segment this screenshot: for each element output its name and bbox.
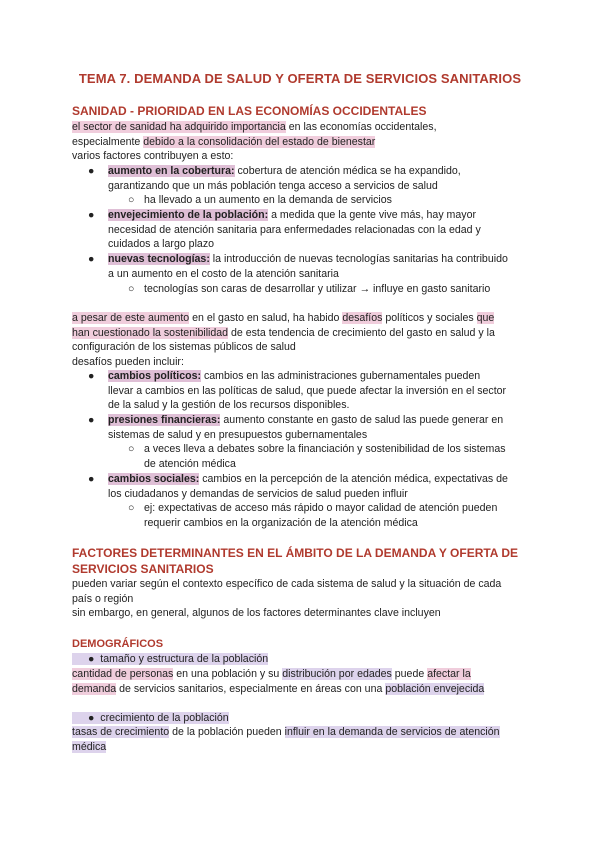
highlight-text: demanda (72, 682, 117, 695)
list-item-label: cambios sociales: (108, 473, 200, 485)
text-run: ha llevado a un aumento en la demanda de servicios (144, 194, 392, 206)
highlight-text: debido a la consolidación del estado de bienestar (143, 135, 376, 148)
highlight-bullet-row (72, 712, 229, 724)
text-run: pueden variar según el contexto específico de cada sistema de salud y la situación de cada (72, 578, 502, 590)
text-run: garantizando que un más población tenga acceso a servicios de salud (108, 179, 438, 192)
text-run: de la salud y la gestión de los recursos disponibles. (108, 399, 350, 412)
text-run: la introducción de nuevas tecnologías sanitarias ha contribuido (209, 253, 508, 265)
bullet-icon: ● (88, 414, 95, 426)
text-run: requerir cambios en la organización de la atención médica (144, 516, 418, 529)
text-run: ej: expectativas de acceso más rápido o mayor calidad de atención pueden (144, 502, 498, 514)
text-run: sin embargo, en general, algunos de los factores determinantes clave incluyen (72, 607, 441, 620)
highlight-text: que (476, 312, 495, 324)
highlight-text: desafíos (342, 312, 383, 324)
list-item-crecimiento-poblacion (72, 711, 532, 726)
highlight-text: población envejecida (385, 682, 485, 695)
text-run: llevar a cambios en las políticas de salud, que puede afectar la inversión en el sector (108, 384, 507, 397)
text-run: cambios en la percepción de la atención médica, expectativas de (199, 473, 508, 485)
heading-line: FACTORES DETERMINANTES EN EL ÁMBITO DE LA DEMANDA Y OFERTA DE (72, 546, 519, 560)
text-run: aumento constante en gasto de salud las puede generar en (220, 414, 504, 426)
list-item-label: cambios políticos: (108, 370, 202, 382)
highlight-text: afectar la (427, 668, 471, 680)
sub-list-item (128, 193, 518, 208)
highlight-text: han cuestionado la sostenibilidad (72, 326, 229, 339)
sub-list-item (128, 442, 518, 471)
text-run: desafíos pueden incluir: (72, 355, 184, 368)
highlight-text: médica (72, 740, 107, 753)
text-run: país o región (72, 592, 134, 605)
text-run: a un aumento en el costo de la atención sanitaria (108, 267, 339, 280)
text-run: los ciudadanos y demandas de servicios de salud pueden influir (108, 487, 408, 500)
sub-list-item (128, 501, 518, 530)
bullet-icon: ● (88, 653, 95, 665)
paragraph-intro (72, 120, 532, 164)
heading-line: SERVICIOS SANITARIOS (72, 561, 214, 576)
text-run: tecnologías son caras de desarrollar y utilizar → influye en gasto sanitario (144, 283, 491, 295)
text-run: de servicios sanitarios, especialmente en áreas con una (116, 682, 386, 695)
text-run: varios factores contribuyen a esto: (72, 150, 234, 163)
text-run: políticos y sociales (382, 312, 477, 324)
list-item-tamano-poblacion (72, 652, 532, 667)
text-run: a veces lleva a debates sobre la financiación y sostenibilidad de los sistemas (144, 443, 506, 455)
text-run: de esta tendencia de crecimiento del gasto en salud y la (228, 326, 495, 339)
text-run: puede (391, 668, 428, 680)
highlight-text: a pesar de este aumento (72, 312, 190, 324)
list-item-label: envejecimiento de la población: (108, 209, 269, 221)
text-run: sistemas de salud y en presupuestos gubernamentales (108, 428, 368, 441)
list-item-label: presiones financieras: (108, 414, 221, 426)
text-run: especialmente (72, 135, 144, 148)
list-item-presiones-financieras (88, 413, 518, 442)
text-run: en el gasto en salud, ha habido (189, 312, 343, 324)
text-run: de la población pueden (169, 726, 285, 738)
circle-bullet-icon: ○ (128, 194, 135, 206)
text-run: a medida que la gente vive más, hay mayor (268, 209, 476, 221)
paragraph-tamano (72, 667, 532, 696)
paragraph-desafios (72, 311, 532, 369)
bullet-icon: ● (88, 209, 95, 221)
highlight-text: influir en la demanda de servicios de atención (284, 726, 500, 738)
document-title: TEMA 7. DEMANDA DE SALUD Y OFERTA DE SERVICIOS SANITARIOS (78, 71, 522, 86)
highlight-text: cantidad de personas (72, 668, 174, 680)
highlight-bullet-row (72, 653, 268, 665)
text-run: crecimiento de la población (100, 712, 229, 724)
circle-bullet-icon: ○ (128, 283, 135, 295)
text-run: cuidados a largo plazo (108, 238, 215, 251)
section-heading-factores (72, 546, 542, 577)
list-item-envejecimiento (88, 208, 518, 252)
highlight-text: el sector de sanidad ha adquirido importancia (72, 121, 286, 133)
list-item-cambios-politicos (88, 369, 518, 413)
circle-bullet-icon: ○ (128, 502, 135, 514)
bullet-icon: ● (88, 165, 95, 177)
bullet-icon: ● (88, 712, 95, 724)
circle-bullet-icon: ○ (128, 443, 135, 455)
text-run: cobertura de atención médica se ha expandido, (234, 165, 461, 177)
section-heading-sanidad: SANIDAD - PRIORIDAD EN LAS ECONOMÍAS OCCIDENTALES (72, 104, 427, 118)
subsection-heading-demograficos: DEMOGRÁFICOS (72, 638, 164, 650)
paragraph-crecimiento (72, 725, 532, 754)
list-item-tecnologias (88, 252, 518, 281)
list-item-label: aumento en la cobertura: (108, 165, 235, 177)
bullet-icon: ● (88, 473, 95, 485)
list-item-cobertura (88, 164, 518, 193)
text-run: cambios en las administraciones gubernamentales pueden (201, 370, 481, 382)
paragraph-factores (72, 577, 532, 621)
highlight-text: distribución por edades (282, 668, 392, 680)
list-item-label: nuevas tecnologías: (108, 253, 210, 265)
sub-list-item (128, 282, 518, 297)
bullet-icon: ● (88, 370, 95, 382)
bullet-icon: ● (88, 253, 95, 265)
text-run: necesidad de atención sanitaria para enfermedades relacionadas con la edad y (108, 223, 481, 236)
text-run: configuración de los sistemas públicos de salud (72, 341, 296, 354)
highlight-text: tasas de crecimiento (72, 726, 170, 738)
list-item-cambios-sociales (88, 472, 518, 501)
text-run: en una población y su (173, 668, 283, 680)
text-run: de atención médica (144, 457, 236, 470)
text-run: en las economías occidentales, (285, 121, 437, 133)
text-run: tamaño y estructura de la población (100, 653, 269, 665)
